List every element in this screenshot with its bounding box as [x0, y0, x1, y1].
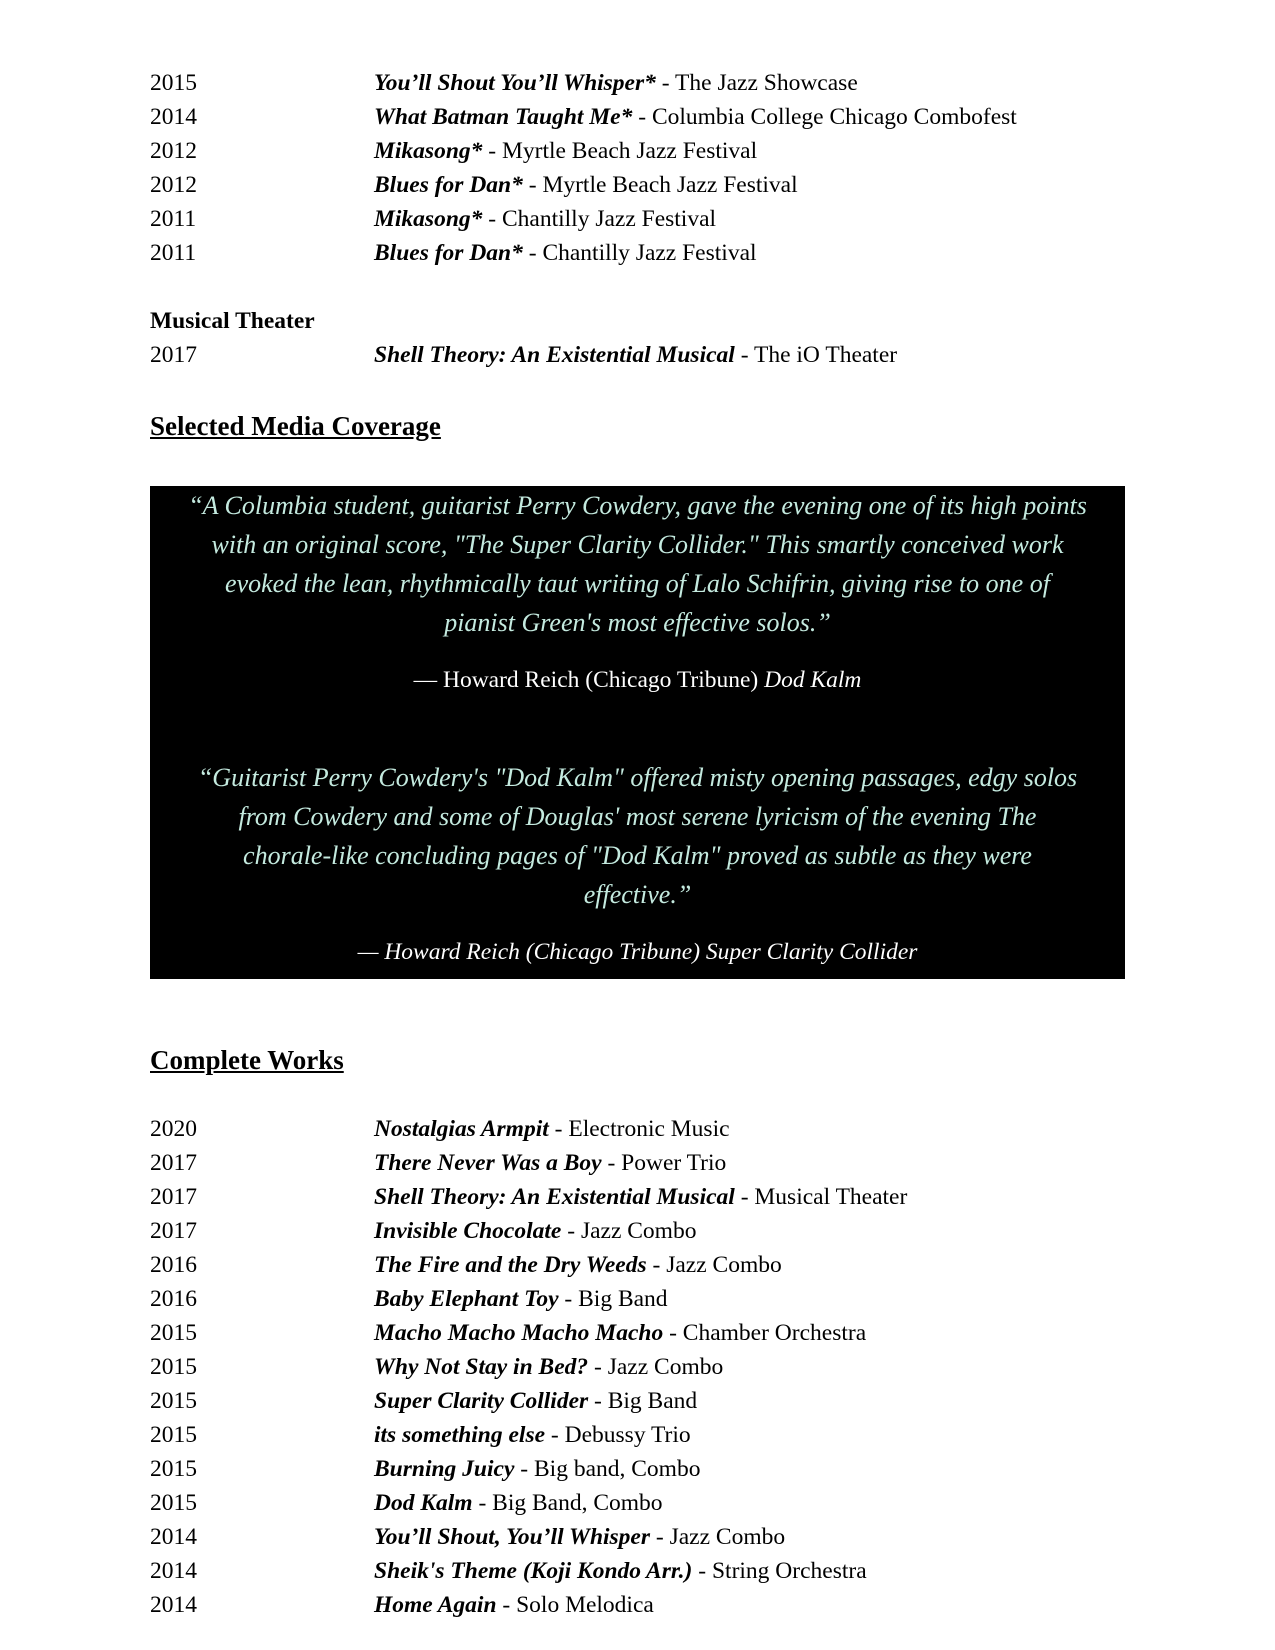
work-title: Macho Macho Macho Macho	[374, 1320, 664, 1346]
quote-text: “A Columbia student, guitarist Perry Cowdery, gave the evening one of its high points with an original score, "The Super Clarity Collider." This smartly conceived work evoked the lean, rhythmically taut writing of Lalo Schifrin, giving rise to one of pianist Green's most effective solos.”	[188, 491, 1087, 637]
work-title: Baby Elephant Toy	[374, 1286, 559, 1312]
list-item: 2014 Home Again - Solo Melodica	[150, 1588, 1150, 1622]
work-type: Big Band	[607, 1388, 698, 1414]
work-type: Jazz Combo	[669, 1524, 786, 1550]
venue: Myrtle Beach Jazz Festival	[501, 138, 758, 164]
year: 2015	[150, 1388, 197, 1414]
list-item: 2017 Shell Theory: An Existential Musical - Musical Theater	[150, 1180, 1150, 1214]
year: 2016	[150, 1252, 197, 1278]
work-type: Solo Melodica	[516, 1592, 654, 1618]
list-item: 2017 There Never Was a Boy - Power Trio	[150, 1146, 1150, 1180]
year: 2014	[150, 1558, 197, 1584]
year: 2017	[150, 1184, 197, 1210]
quote-attribution: — Howard Reich (Chicago Tribune) Dod Kalm	[413, 667, 862, 693]
work-title: Home Again	[374, 1592, 497, 1618]
year: 2015	[150, 1456, 197, 1482]
year: 2017	[150, 1218, 197, 1244]
year: 2016	[150, 1286, 197, 1312]
work-title: Burning Juicy	[374, 1456, 515, 1482]
venue: Myrtle Beach Jazz Festival	[542, 172, 798, 198]
list-item: 2015 Dod Kalm - Big Band, Combo	[150, 1486, 1150, 1520]
list-item: 2014 What Batman Taught Me* - Columbia College Chicago Combofest	[150, 100, 1150, 134]
work-type: Electronic Music	[568, 1116, 730, 1142]
work-title: Shell Theory: An Existential Musical	[374, 342, 735, 368]
list-item: 2012 Blues for Dan* - Myrtle Beach Jazz Festival	[150, 168, 1150, 202]
work-title: its something else	[374, 1422, 546, 1448]
work-title: Blues for Dan*	[374, 240, 523, 266]
year: 2015	[150, 1354, 197, 1380]
list-item: 2020 Nostalgias Armpit - Electronic Music	[150, 1112, 1150, 1146]
year: 2015	[150, 1422, 197, 1448]
year: 2015	[150, 1320, 197, 1346]
year: 2015	[150, 70, 197, 96]
work-title: Super Clarity Collider	[374, 1388, 589, 1414]
year: 2011	[150, 240, 197, 266]
year: 2017	[150, 1150, 197, 1176]
list-item: 2016 The Fire and the Dry Weeds - Jazz Combo	[150, 1248, 1150, 1282]
year: 2014	[150, 1592, 197, 1618]
list-item: 2015 Super Clarity Collider - Big Band	[150, 1384, 1150, 1418]
quote-text: “Guitarist Perry Cowdery's "Dod Kalm" offered misty opening passages, edgy solos from Cowdery and some of Douglas' most serene lyricism of the evening The chorale-like concluding pages of "Dod Kalm" proved as subtle as they were effective.”	[197, 763, 1078, 909]
year: 2020	[150, 1116, 197, 1142]
work-title: You’ll Shout, You’ll Whisper	[374, 1524, 651, 1550]
work-title: The Fire and the Dry Weeds	[374, 1252, 647, 1278]
work-title: Sheik's Theme (Koji Kondo Arr.)	[374, 1558, 693, 1584]
quote-attribution: — Howard Reich (Chicago Tribune) Super Clarity Collider	[357, 939, 918, 965]
venue: Chantilly Jazz Festival	[501, 206, 717, 232]
work-type: Chamber Orchestra	[682, 1320, 867, 1346]
work-title: You’ll Shout You’ll Whisper*	[374, 70, 656, 96]
list-item: 2011 Mikasong* - Chantilly Jazz Festival	[150, 202, 1150, 236]
work-type: Big band, Combo	[533, 1456, 701, 1482]
year: 2014	[150, 104, 197, 130]
list-item: 2011 Blues for Dan* - Chantilly Jazz Festival	[150, 236, 1150, 270]
list-item: 2015 Why Not Stay in Bed? - Jazz Combo	[150, 1350, 1150, 1384]
venue: Chantilly Jazz Festival	[542, 240, 757, 266]
work-type: Big Band, Combo	[492, 1490, 663, 1516]
work-title: Nostalgias Armpit	[374, 1116, 549, 1142]
work-title: There Never Was a Boy	[374, 1150, 602, 1176]
work-title: Invisible Chocolate	[374, 1218, 562, 1244]
year: 2012	[150, 172, 197, 198]
list-item: 2014 You’ll Shout, You’ll Whisper - Jazz Combo	[150, 1520, 1150, 1554]
media-heading: Selected Media Coverage	[150, 411, 441, 441]
venue: The iO Theater	[753, 342, 898, 368]
list-item: 2017 Shell Theory: An Existential Musical - The iO Theater	[150, 338, 1150, 372]
year: 2014	[150, 1524, 197, 1550]
list-item: 2016 Baby Elephant Toy - Big Band	[150, 1282, 1150, 1316]
work-type: Jazz Combo	[580, 1218, 697, 1244]
list-item: 2015 Burning Juicy - Big band, Combo	[150, 1452, 1150, 1486]
work-type: Big Band	[578, 1286, 668, 1312]
list-item: 2015 You’ll Shout You’ll Whisper* - The Jazz Showcase	[150, 66, 1150, 100]
work-type: Jazz Combo	[666, 1252, 782, 1278]
work-title: Mikasong*	[374, 138, 483, 164]
year: 2011	[150, 206, 197, 232]
list-item: 2017 Invisible Chocolate - Jazz Combo	[150, 1214, 1150, 1248]
list-item: 2012 Mikasong* - Myrtle Beach Jazz Festival	[150, 134, 1150, 168]
work-type: Jazz Combo	[607, 1354, 724, 1380]
venue: The Jazz Showcase	[675, 70, 858, 96]
venue: Columbia College Chicago Combofest	[651, 104, 1017, 130]
complete-works-heading: Complete Works	[150, 1045, 344, 1075]
list-item: 2015 its something else - Debussy Trio	[150, 1418, 1150, 1452]
work-title: Dod Kalm	[374, 1490, 473, 1516]
work-type: Power Trio	[621, 1150, 727, 1176]
media-quotes-panel	[150, 486, 1125, 979]
work-title: Why Not Stay in Bed?	[374, 1354, 589, 1380]
musical-theater-heading: Musical Theater	[150, 308, 315, 334]
year: 2015	[150, 1490, 197, 1516]
work-type: Musical Theater	[754, 1184, 908, 1210]
year: 2017	[150, 342, 197, 368]
work-title: Blues for Dan*	[374, 172, 523, 198]
year: 2012	[150, 138, 197, 164]
list-item: 2014 Sheik's Theme (Koji Kondo Arr.) - String Orchestra	[150, 1554, 1150, 1588]
work-title: Shell Theory: An Existential Musical	[374, 1184, 735, 1210]
work-type: Debussy Trio	[564, 1422, 691, 1448]
work-title: Mikasong*	[374, 206, 483, 232]
work-type: String Orchestra	[711, 1558, 867, 1584]
list-item: 2015 Macho Macho Macho Macho - Chamber Orchestra	[150, 1316, 1150, 1350]
work-title: What Batman Taught Me*	[374, 104, 633, 130]
